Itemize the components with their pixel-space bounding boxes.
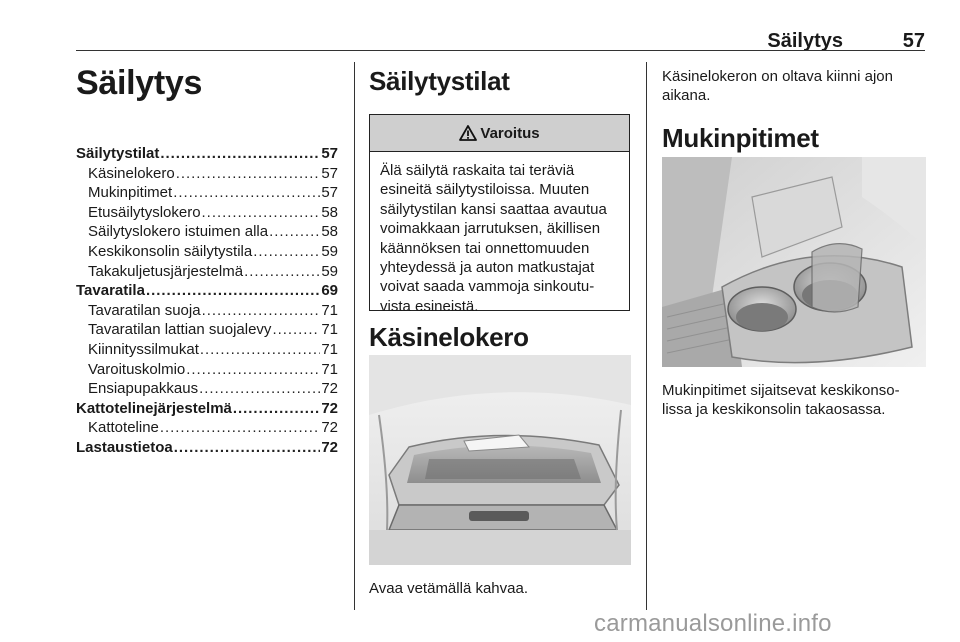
running-header-title: Säilytys — [767, 30, 843, 52]
toc-entry[interactable] — [76, 203, 338, 223]
toc-entry-page: 71 — [321, 301, 338, 319]
warning-text — [370, 152, 629, 316]
toc-leader-dots — [174, 438, 321, 458]
column-divider-2 — [646, 62, 647, 610]
toc-entry-label: Käsinelokero — [88, 164, 175, 182]
toc-leader-dots — [146, 281, 320, 301]
toc-leader-dots — [199, 379, 320, 399]
toc-entry-label: Tavaratilan lattian suojalevy — [88, 321, 272, 339]
toc-entry-page: 72 — [321, 419, 338, 437]
toc-entry-page: 57 — [321, 145, 338, 162]
warning-line: Älä säilytä raskaita tai teräviä — [380, 162, 575, 179]
toc-entry[interactable] — [76, 183, 338, 203]
toc-entry-label: Kiinnityssilmukat — [88, 340, 199, 358]
warning-triangle-icon — [459, 125, 477, 141]
toc-entry[interactable] — [76, 320, 338, 340]
toc-entry-page: 58 — [321, 203, 338, 221]
glovebox-caption: Avaa vetämällä kahvaa. — [369, 580, 528, 597]
toc-leader-dots — [176, 164, 321, 184]
toc-entry-main[interactable] — [76, 438, 338, 458]
cupholder-text — [662, 381, 900, 420]
toc-leader-dots — [186, 360, 320, 380]
toc-entry[interactable] — [76, 301, 338, 321]
warning-line: voivat saada vammoja sinkoutu- — [380, 278, 595, 296]
section-heading-cupholders: Mukinpitimet — [662, 123, 819, 153]
warning-line: esineitä säilytystiloissa. Muuten — [380, 181, 590, 199]
toc-entry-main[interactable] — [76, 399, 338, 419]
glovebox-note — [662, 67, 893, 106]
cupholder-photo — [662, 157, 926, 367]
toc-leader-dots — [160, 418, 320, 438]
chapter-title: Säilytys — [76, 64, 203, 102]
cupholder-text-line: lissa ja keskikonsolin takaosassa. — [662, 401, 886, 419]
warning-line: voimakkaan jarrutuksen, äkillisen — [380, 220, 601, 238]
toc-entry-page: 57 — [321, 184, 338, 202]
toc-entry-label: Takakuljetusjärjestelmä — [88, 262, 244, 280]
toc-entry[interactable] — [76, 360, 338, 380]
section-heading-glovebox: Käsinelokero — [369, 322, 529, 352]
toc-entry-label: Tavaratila — [76, 282, 145, 300]
toc-leader-dots — [173, 183, 320, 203]
toc-entry-main[interactable] — [76, 144, 338, 164]
toc-entry-label: Säilytyslokero istuimen alla — [88, 223, 269, 241]
toc-entry-page: 71 — [321, 321, 338, 339]
toc-entry-label: Kattoteline — [88, 419, 159, 437]
toc-entry[interactable] — [76, 242, 338, 262]
toc-entry-label: Tavaratilan suoja — [88, 301, 201, 319]
warning-line: käännöksen tai onnettomuuden — [380, 239, 590, 257]
toc-entry[interactable] — [76, 262, 338, 282]
column-divider-1 — [354, 62, 355, 610]
warning-header — [370, 115, 629, 152]
toc-leader-dots — [160, 144, 320, 164]
toc-entry-label: Kattotelinejärjestelmä — [76, 399, 232, 417]
warning-line: säilytystilan kansi saattaa avautua — [380, 200, 607, 218]
header-rule — [76, 50, 925, 51]
toc-leader-dots — [253, 242, 320, 262]
toc-leader-dots — [200, 340, 320, 360]
glovebox-photo — [369, 355, 631, 565]
toc-leader-dots — [244, 262, 320, 282]
toc-leader-dots — [233, 399, 320, 419]
toc-entry-page: 59 — [321, 242, 338, 260]
toc-entry-page: 72 — [321, 399, 338, 417]
toc-entry[interactable] — [76, 379, 338, 399]
toc-entry-page: 59 — [321, 262, 338, 280]
toc-entry-label: Etusäilytyslokero — [88, 203, 201, 221]
cupholder-text-line: Mukinpitimet sijaitsevat keskikonso- — [662, 382, 900, 399]
toc-leader-dots — [202, 301, 321, 321]
toc-entry[interactable] — [76, 164, 338, 184]
toc-entry[interactable] — [76, 418, 338, 438]
glovebox-note-line: Käsinelokeron on oltava kiinni ajon — [662, 68, 893, 85]
warning-box — [369, 114, 630, 315]
warning-line: yhteydessä ja auton matkustajat — [380, 259, 595, 277]
toc-leader-dots — [272, 320, 320, 340]
toc-entry-page: 71 — [321, 340, 338, 358]
warning-line: vista esineistä. — [380, 297, 479, 315]
toc-entry-label: Ensiapupakkaus — [88, 380, 199, 398]
toc-entry-page: 69 — [321, 282, 338, 300]
toc-entry-page: 71 — [321, 360, 338, 378]
toc-entry-page: 72 — [321, 438, 338, 456]
page-number: 57 — [902, 30, 925, 52]
toc-leader-dots — [202, 203, 321, 223]
toc-entry-label: Säilytystilat — [76, 145, 160, 162]
toc-entry-label: Varoituskolmio — [88, 360, 186, 378]
toc-entry[interactable] — [76, 222, 338, 242]
toc-entry-page: 57 — [321, 164, 338, 182]
toc-entry-page: 72 — [321, 380, 338, 398]
running-header — [76, 26, 925, 52]
toc-entry-page: 58 — [321, 223, 338, 241]
table-of-contents — [76, 144, 338, 458]
glovebox-note-line: aikana. — [662, 87, 711, 105]
toc-entry-label: Lastaustietoa — [76, 438, 173, 456]
toc-leader-dots — [269, 222, 320, 242]
toc-entry-label: Mukinpitimet — [88, 184, 173, 202]
toc-entry-main[interactable] — [76, 281, 338, 301]
toc-entry[interactable] — [76, 340, 338, 360]
toc-entry-label: Keskikonsolin säilytystila — [88, 242, 253, 260]
warning-title: Varoitus — [480, 124, 540, 142]
watermark: carmanualsonline.info — [594, 610, 832, 637]
section-heading-storage: Säilytystilat — [369, 66, 510, 96]
